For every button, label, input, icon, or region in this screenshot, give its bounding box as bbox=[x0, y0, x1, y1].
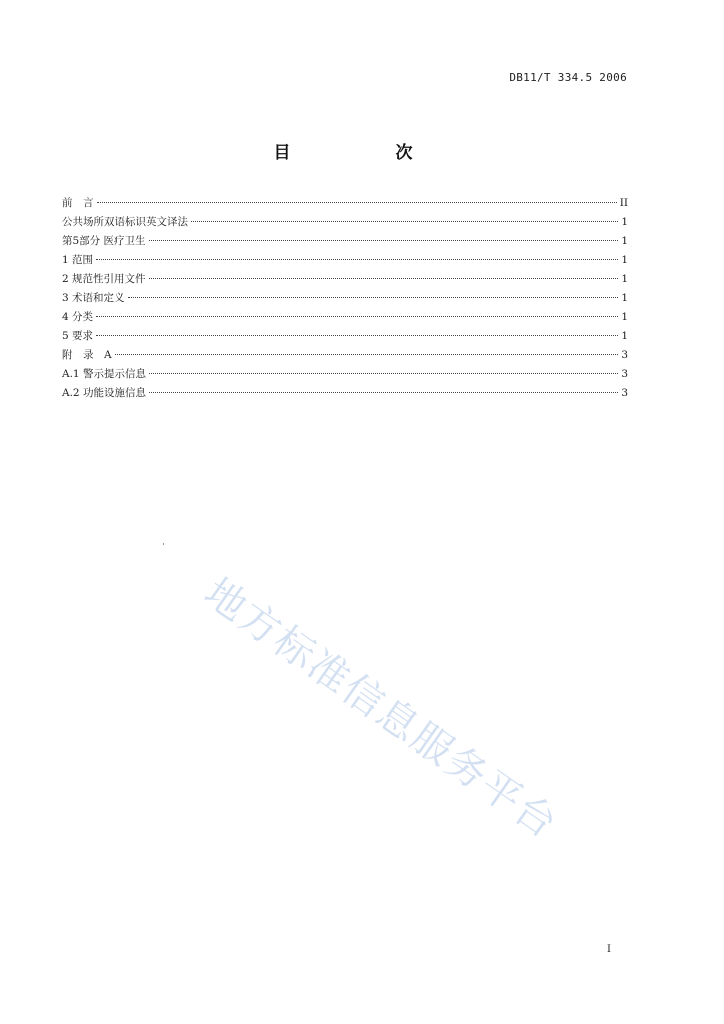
toc-entry-normative-references[interactable] bbox=[62, 270, 628, 289]
toc-entry-main-title[interactable] bbox=[62, 213, 628, 232]
toc-entry-page: 1 bbox=[621, 235, 628, 247]
toc-leader-dots bbox=[96, 335, 618, 336]
toc-entry-page: 3 bbox=[621, 349, 628, 361]
toc-leader-dots bbox=[149, 392, 618, 393]
toc-entry-label: A.2 功能设施信息 bbox=[62, 387, 146, 399]
toc-entry-page: II bbox=[619, 197, 628, 209]
toc-entry-label: 公共场所双语标识英文译法 bbox=[62, 216, 188, 228]
toc-leader-dots bbox=[96, 259, 618, 260]
toc-entry-part5[interactable] bbox=[62, 232, 628, 251]
toc-entry-label: A.1 警示提示信息 bbox=[62, 368, 146, 380]
toc-entry-page: 1 bbox=[621, 330, 628, 342]
page-number: I bbox=[607, 944, 611, 955]
toc-entry-requirements[interactable] bbox=[62, 327, 628, 346]
scan-speck bbox=[163, 543, 164, 545]
toc-leader-dots bbox=[191, 221, 618, 222]
toc-entry-page: 3 bbox=[621, 387, 628, 399]
toc-leader-dots bbox=[115, 354, 619, 355]
toc-entry-label: 4 分类 bbox=[62, 311, 94, 323]
page-title: 目 次 bbox=[273, 143, 457, 163]
toc-leader-dots bbox=[96, 316, 618, 317]
toc-entry-label: 附 录 A bbox=[62, 349, 112, 361]
toc-entry-page: 1 bbox=[621, 273, 628, 285]
toc-entry-preface[interactable] bbox=[62, 194, 628, 213]
toc-entry-label: 第5部分 医疗卫生 bbox=[62, 235, 146, 247]
toc-entry-label: 1 范围 bbox=[62, 254, 94, 266]
table-of-contents bbox=[62, 194, 628, 403]
toc-entry-label: 前 言 bbox=[62, 197, 94, 209]
toc-entry-page: 3 bbox=[621, 368, 628, 380]
toc-entry-page: 1 bbox=[621, 254, 628, 266]
toc-entry-a2[interactable] bbox=[62, 384, 628, 403]
toc-entry-label: 2 规范性引用文件 bbox=[62, 273, 146, 285]
watermark: 地方标准信息服务平台 bbox=[195, 569, 567, 849]
toc-entry-page: 1 bbox=[621, 292, 628, 304]
toc-entry-terms[interactable] bbox=[62, 289, 628, 308]
toc-entry-scope[interactable] bbox=[62, 251, 628, 270]
toc-leader-dots bbox=[97, 202, 617, 203]
toc-entry-classification[interactable] bbox=[62, 308, 628, 327]
toc-entry-a1[interactable] bbox=[62, 365, 628, 384]
toc-leader-dots bbox=[149, 373, 618, 374]
toc-entry-page: 1 bbox=[621, 216, 628, 228]
toc-entry-appendix-a[interactable] bbox=[62, 346, 628, 365]
toc-leader-dots bbox=[149, 240, 619, 241]
toc-leader-dots bbox=[149, 278, 619, 279]
standard-code: DB11/T 334.5 2006 bbox=[509, 71, 627, 84]
toc-entry-label: 5 要求 bbox=[62, 330, 94, 342]
toc-entry-label: 3 术语和定义 bbox=[62, 292, 125, 304]
toc-leader-dots bbox=[128, 297, 619, 298]
toc-entry-page: 1 bbox=[621, 311, 628, 323]
